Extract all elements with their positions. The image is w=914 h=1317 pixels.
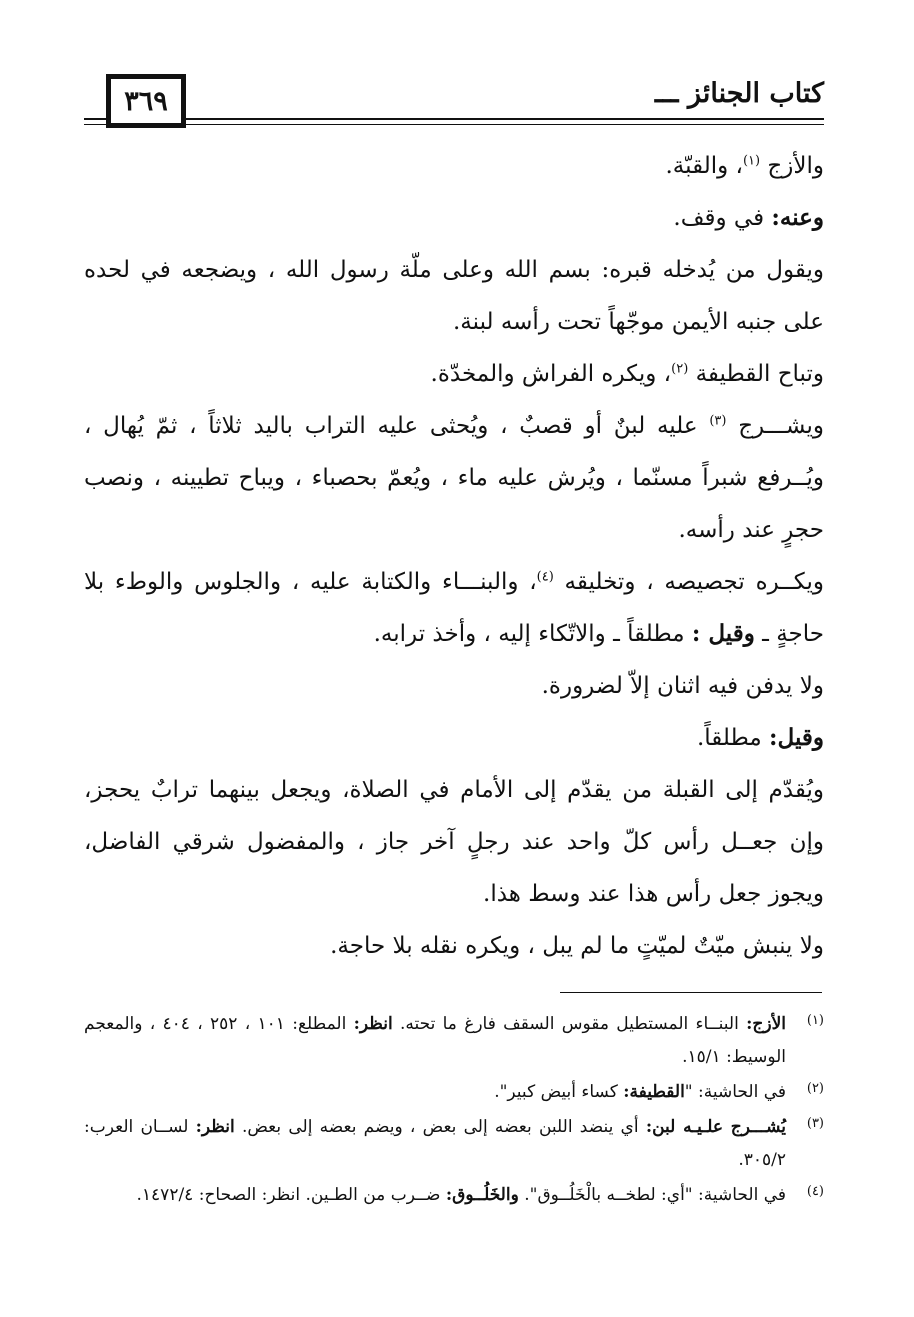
- fn3-see: انظر:: [195, 1117, 235, 1137]
- p9-text: ويُقدّم إلى القبلة من يقدّم إلى الأمام في الصلاة، ويجعل بينهما ترابٌ يحجز، وإن جعــل رأس كلّ واحد عند رجلٍ آخر جاز ، والمفضول شرقي الفاضل، ويجوز جعل رأس هذا عند وسط هذا.: [84, 777, 824, 907]
- footnote-text: [84, 1076, 786, 1109]
- header-rule-thin: [84, 124, 824, 125]
- fn4-text: في الحاشية: "أي: لطخــه بالْخَلُــوق".: [518, 1185, 786, 1205]
- main-text: [84, 140, 824, 972]
- footnote-ref-3[interactable]: (٣): [709, 413, 727, 429]
- footnote-text: [84, 1111, 786, 1177]
- footnote-separator: [560, 992, 822, 993]
- p6-bold: وقيل :: [691, 620, 755, 647]
- footnote-text: [84, 1008, 786, 1074]
- p5-tail: عليه لبنٌ أو قصبٌ ، ويُحثى عليه التراب باليد ثلاثاً ، ثمّ يُهال ، ويُــرفع شبراً مسنّما ، ويُرش عليه ماء ، ويُعمّ بحصباء ، ويباح تطيينه ، ونصب حجرٍ عند رأسه.: [84, 413, 824, 543]
- paragraph-8: [84, 712, 824, 764]
- p10-text: ولا ينبش ميّتٌ لميّتٍ ما لم يبل ، ويكره نقله بلا حاجة.: [330, 933, 824, 959]
- paragraph-2: [84, 192, 824, 244]
- fn3-tail: لســان العرب: ٣٠٥/٢.: [84, 1117, 786, 1170]
- p3-text: ويقول من يُدخله قبره: بسم الله وعلى ملّة رسول الله ، ويضجعه في لحده على جنبه الأيمن موجّهاً تحت رأسه لبنة.: [84, 257, 824, 335]
- paragraph-10: [84, 920, 824, 972]
- footnote-number: (٢): [806, 1081, 824, 1096]
- fn3-term: يُشـــرج علـيـه لبن:: [645, 1117, 787, 1137]
- fn2-tail: كساء أبيض كبير".: [494, 1082, 624, 1102]
- chapter-title-dash: ـــ: [654, 78, 679, 109]
- footnote-number: (١): [806, 1013, 824, 1028]
- footnotes: [84, 1008, 824, 1214]
- p4-text: وتباح القطيفة: [688, 361, 824, 387]
- p6-text: ويكــره تجصيصه ، وتخليقه: [553, 569, 824, 595]
- fn1-tail: المطلع: ١٠١ ، ٢٥٢ ، ٤٠٤ ، والمعجم الوسيط: ١٥/١.: [84, 1014, 786, 1067]
- p6-tail: مطلقاً ـ والاتّكاء إليه ، وأخذ ترابه.: [373, 621, 692, 647]
- footnote-ref-4[interactable]: (٤): [536, 569, 554, 585]
- paragraph-5: [84, 400, 824, 556]
- p8-text: مطلقاً.: [696, 725, 770, 751]
- footnote-1: [84, 1008, 824, 1074]
- p2-text: في وقف.: [673, 205, 772, 231]
- p8-bold: وقيل:: [769, 724, 824, 751]
- fn2-bold: القطيفة:: [623, 1082, 685, 1102]
- p6-mid: ، والبنـــاء والكتابة عليه ، والجلوس والوطء بلا حاجةٍ ـ: [84, 569, 824, 647]
- paragraph-4: [84, 348, 824, 400]
- footnote-3: [84, 1111, 824, 1177]
- p1-tail: ، والقبّة.: [665, 153, 743, 179]
- footnote-ref-1[interactable]: (١): [742, 153, 761, 169]
- paragraph-3: [84, 244, 824, 348]
- footnote-2: [84, 1076, 824, 1109]
- paragraph-9: [84, 764, 824, 920]
- fn3-text: أي ينضد اللبن بعضه إلى بعض ، ويضم بعضه إلى بعض.: [234, 1117, 646, 1137]
- chapter-title-text: كتاب الجنائز: [688, 78, 824, 109]
- p1-text: والأزج: [760, 153, 824, 179]
- footnote-4: [84, 1179, 824, 1212]
- fn4-tail: ضــرب من الطـين. انظر: الصحاح: ١٤٧٢/٤.: [136, 1185, 446, 1205]
- chapter-title: [647, 78, 824, 109]
- footnote-text: [84, 1179, 786, 1212]
- page-number: ٣٦٩: [106, 74, 186, 128]
- fn1-see: انظر:: [353, 1014, 393, 1034]
- footnote-ref-2[interactable]: (٢): [671, 361, 689, 377]
- fn4-bold: والخَلُــوق:: [445, 1185, 519, 1205]
- fn2-text: في الحاشية: ": [684, 1082, 786, 1102]
- fn1-text: البنــاء المستطيل مقوس السقف فارغ ما تحته.: [392, 1014, 747, 1034]
- p7-text: ولا يدفن فيه اثنان إلاّ لضرورة.: [541, 673, 824, 699]
- p4-tail: ، ويكره الفراش والمخدّة.: [430, 361, 672, 387]
- header-rule-thick: [84, 118, 824, 120]
- footnote-number: (٣): [806, 1116, 824, 1131]
- p2-bold: وعنه:: [771, 204, 824, 231]
- page-header: [84, 70, 824, 130]
- paragraph-6: [84, 556, 824, 660]
- paragraph-1: [84, 140, 824, 192]
- paragraph-7: [84, 660, 824, 712]
- footnote-number: (٤): [806, 1184, 824, 1199]
- p5-text: ويشـــرج: [726, 413, 824, 439]
- fn1-term: الأزج:: [746, 1014, 787, 1034]
